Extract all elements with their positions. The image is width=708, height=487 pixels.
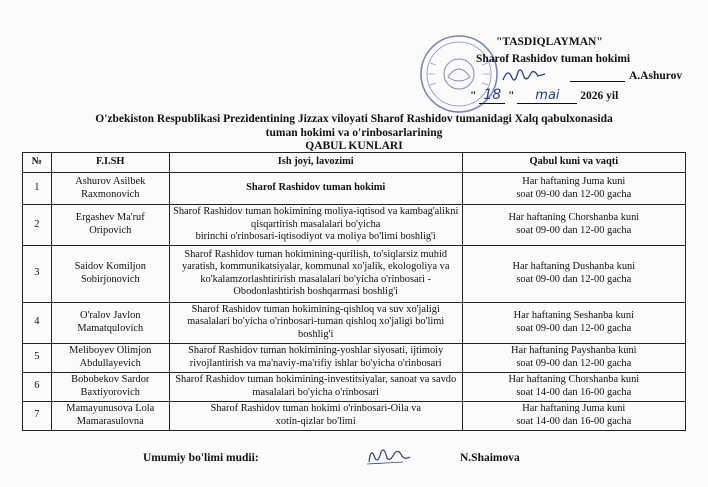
position-line: Obodonlashtirish boshqarmasi boshlig'i — [233, 286, 399, 298]
position-line: Sharof Rashidov tuman hokimining-investitsiyalar, sanoat va savdo — [175, 373, 457, 385]
signature-icon — [500, 64, 548, 86]
position-line: ko'kalamzorlashtirirish masalalari bo'yicha o'rinbosari - — [200, 273, 432, 285]
time-line: Har haftaning Seshanba kuni — [513, 310, 634, 322]
position-line: Sharof Rashidov tuman hokimi — [246, 182, 386, 194]
row-name — [51, 302, 169, 343]
row-time — [462, 343, 685, 372]
approval-heading: "TASDIQLAYMAN" — [496, 36, 603, 48]
row-number: 3 — [23, 245, 52, 302]
time-line: Har haftaning Juma kuni — [522, 402, 626, 414]
position-line: yaratish, kommunikatsiyalar, kommunal xo'jalik, ekologoliya va — [181, 261, 450, 273]
row-position — [169, 173, 462, 205]
row-time — [462, 401, 685, 430]
header-time: Qabul kuni va vaqti — [462, 153, 685, 173]
name-line: Baxtiyorovich — [80, 386, 140, 398]
time-line: Har haftaning Dushanba kuni — [512, 261, 636, 273]
time-line: soat 09-00 dan 12-00 gacha — [516, 322, 632, 334]
header-position: Ish joyi, lavozimi — [169, 153, 462, 173]
position-line: birinchi o'rinbosari-iqtisodiyot va moliya bo'limi boshlig'i — [195, 231, 436, 243]
date-quote-close: " — [508, 90, 515, 102]
name-line: Saidov Komiljon — [74, 261, 146, 273]
time-line: soat 09-00 dan 12-00 gacha — [516, 188, 632, 200]
table-row — [23, 372, 686, 401]
signature-icon — [365, 442, 413, 468]
document-title-line1: O'zbekiston Respublikasi Prezidentining Jizzax viloyati Sharof Rashidov tumanidagi Xalq qabulxonasida — [95, 113, 613, 125]
position-line: Sharof Rashidov tuman hokimining-qurilish, to'siqlarsiz muhid — [184, 248, 448, 260]
time-line: soat 09-00 dan 12-00 gacha — [516, 273, 632, 285]
row-number: 1 — [23, 173, 52, 205]
approval-date — [470, 87, 700, 104]
row-number: 6 — [23, 372, 52, 401]
position-line: Sharof Rashidov tuman hokimining-qishloq va suv xo'jaligi — [191, 303, 440, 315]
position-line: boshlig'i — [298, 328, 334, 340]
name-line: Ashurov Asilbek — [75, 175, 146, 187]
name-line: Mamatqulovich — [77, 322, 144, 334]
position-line: masalalari bo'yicha o'rinbosari-tuman qishloq xo'jaligi bo'limi — [187, 316, 445, 328]
position-line: rivojlantirish va ma'naviy-ma'rifiy ishlar bo'yicha o'rinbosari — [189, 357, 442, 369]
position-line: masalalari bo'yicha o'rinbosari — [252, 386, 380, 398]
date-day: 18 — [479, 87, 505, 104]
row-position — [169, 205, 462, 246]
table-row — [23, 205, 686, 246]
name-line: Abdullayevich — [79, 357, 141, 369]
date-quote-open: " — [470, 90, 477, 102]
row-name — [51, 401, 169, 430]
document-title-line3: QABUL KUNLARI — [305, 140, 403, 152]
position-line: Sharof Rashidov tuman hokimining moliya-iqtisod va kambag'alikni — [173, 206, 459, 217]
signature-line — [570, 81, 625, 82]
table-row — [23, 343, 686, 372]
time-line: Har haftaning Chorshanba kuni — [508, 373, 640, 385]
header-number: № — [23, 153, 52, 173]
approval-name: A.Ashurov — [629, 70, 683, 82]
position-line: Sharof Rashidov tuman hokimi o'rinbosari-Oila va — [210, 402, 421, 414]
name-line: Raxmonovich — [81, 188, 140, 200]
row-time — [462, 245, 685, 302]
name-line: Sobirjonovich — [80, 273, 140, 285]
name-line: Meliboyev Olimjon — [69, 344, 152, 356]
table-row — [23, 401, 686, 430]
row-name — [51, 343, 169, 372]
row-position — [169, 245, 462, 302]
name-line: Bobobekov Sardor — [71, 373, 150, 385]
row-name — [51, 173, 169, 205]
reception-schedule-table — [22, 152, 686, 431]
row-position — [169, 343, 462, 372]
name-line: Mamayunusova Lola — [66, 402, 155, 414]
header-name: F.I.SH — [51, 153, 169, 173]
name-line: Oripovich — [89, 224, 132, 236]
time-line: soat 09-00 dan 12-00 gacha — [516, 224, 632, 236]
row-name — [51, 205, 169, 246]
approval-name-line — [570, 70, 682, 82]
row-number: 7 — [23, 401, 52, 430]
row-position — [169, 372, 462, 401]
row-time — [462, 372, 685, 401]
row-name — [51, 372, 169, 401]
time-line: Har haftaning Juma kuni — [522, 175, 626, 187]
name-line: O'ralov Javlon — [80, 310, 141, 322]
position-line: qisqartirish masalalari bo'yicha — [251, 218, 381, 230]
row-time — [462, 173, 685, 205]
row-number: 5 — [23, 343, 52, 372]
name-line: Ergashev Ma'ruf — [75, 212, 145, 224]
table-row — [23, 302, 686, 343]
table-row — [23, 245, 686, 302]
row-time — [462, 302, 685, 343]
row-number: 4 — [23, 302, 52, 343]
row-number: 2 — [23, 205, 52, 246]
time-line: Har haftaning Payshanba kuni — [511, 344, 637, 356]
name-line: Mamarasulovna — [76, 415, 144, 427]
position-line: xotin-qizlar bo'limi — [275, 415, 356, 427]
footer-department-label: Umumiy bo'limi mudii: — [143, 452, 259, 464]
row-position — [169, 401, 462, 430]
row-name — [51, 245, 169, 302]
position-line: Sharof Rashidov tuman hokimining-yoshlar siyosati, ijtimoiy — [188, 344, 444, 356]
time-line: Har haftaning Chorshanba kuni — [508, 212, 640, 224]
table-row — [23, 173, 686, 205]
row-time — [462, 205, 685, 246]
time-line: soat 09-00 dan 12-00 gacha — [516, 357, 632, 369]
date-year: 2026 yil — [580, 90, 619, 102]
time-line: soat 14-00 dan 16-00 gacha — [516, 386, 632, 398]
approval-position: Sharof Rashidov tuman hokimi — [476, 53, 631, 65]
table-header-row — [23, 153, 686, 173]
row-position — [169, 302, 462, 343]
footer-signer-name: N.Shaimova — [460, 452, 520, 464]
time-line: soat 14-00 dan 16-00 gacha — [516, 415, 632, 427]
date-month: mai — [517, 88, 577, 104]
document-title-line2: tuman hokimi va o'rinbosarlarining — [265, 127, 443, 139]
